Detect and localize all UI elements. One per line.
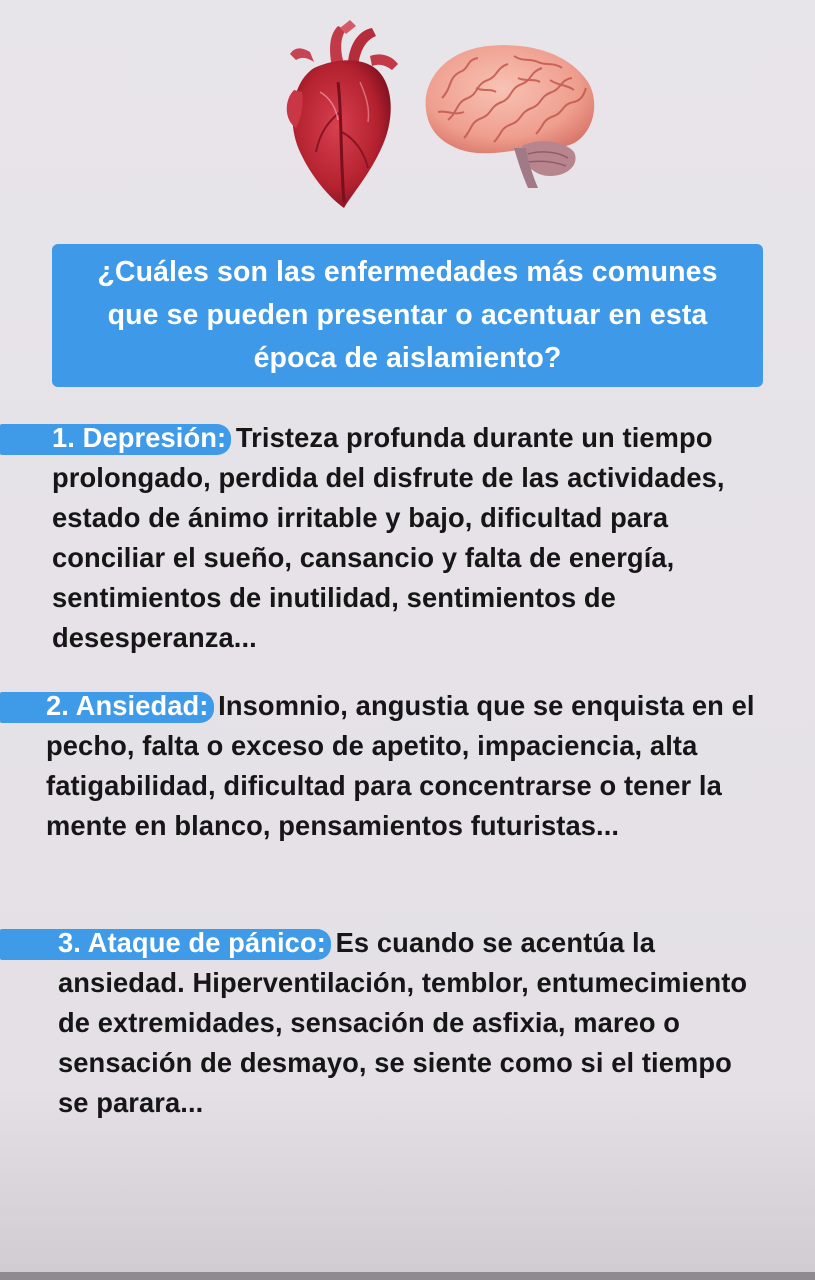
title-text: ¿Cuáles son las enfermedades más comunes que se pueden presentar o acentuar en esta época de aislamiento?	[97, 256, 718, 374]
section-ansiedad	[46, 686, 791, 846]
anatomical-heart-illustration	[280, 12, 410, 212]
section-heading-ansiedad: 2. Ansiedad:	[46, 686, 211, 726]
section-heading-depresion: 1. Depresión:	[52, 418, 228, 458]
section-heading-ataque-de-panico: 3. Ataque de pánico:	[58, 923, 328, 963]
section-ataque-de-panico	[58, 923, 758, 1123]
section-body-ansiedad: Insomnio, angustia que se enquista en el pecho, falta o exceso de apetito, impaciencia, alta fatigabilidad, dificultad para concentrarse o tener la mente en blanco, pensamientos futuristas...	[46, 690, 755, 841]
section-depresion	[52, 418, 787, 658]
bottom-bar	[0, 1272, 815, 1280]
section-body-depresion: Tristeza profunda durante un tiempo prolongado, perdida del disfrute de las actividades, estado de ánimo irritable y bajo, dificultad para conciliar el sueño, cansancio y falta de energía, sentimientos de inutilidad, sentimientos de desesperanza...	[52, 422, 725, 653]
title-banner	[52, 244, 763, 387]
section-body-ataque-de-panico: Es cuando se acentúa la ansiedad. Hiperventilación, temblor, entumecimiento de extremidades, sensación de asfixia, mareo o sensación de desmayo, se siente como si el tiempo se parara...	[58, 927, 748, 1118]
brain-illustration	[418, 38, 600, 190]
